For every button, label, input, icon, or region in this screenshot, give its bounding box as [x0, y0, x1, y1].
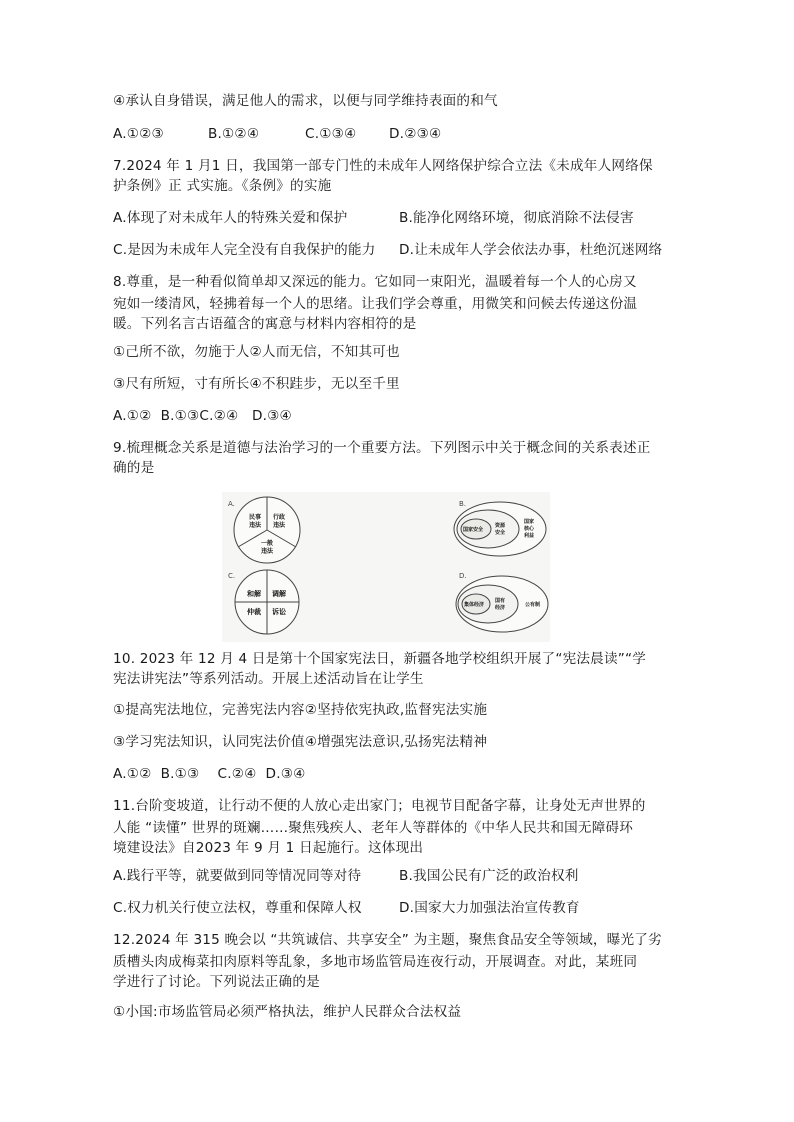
q12-stem-line3: 学进行了讨论。下列说法正确的是 [113, 974, 320, 990]
q11-options-row2 [113, 898, 580, 918]
q7-option-c: C.是因为未成年人完全没有自我保护的能力 [113, 242, 376, 258]
q7-option-a: A.体现了对未成年人的特殊关爱和保护 [113, 210, 348, 226]
q6-option-b: B.①②④ [208, 126, 260, 142]
panel-a-s3: 行政 [273, 514, 286, 521]
q9-stem-line1: 9.梳理概念关系是道德与法治学习的一个重要方法。下列图示中关于概念间的关系表述正 [113, 440, 651, 456]
panel-c-q4: 诉讼 [272, 608, 286, 616]
q6-option-c: C.①③④ [305, 126, 357, 142]
q8-stem-line1: 8.尊重，是一种看似简单却又深远的能力。它如同一束阳光，温暖着每一个人的心房又 [113, 274, 637, 290]
panel-d-outer: 公有制 [525, 602, 541, 608]
q7-options-row2 [113, 240, 662, 260]
panel-a-s6: 违法 [261, 548, 274, 555]
q7-options-row1 [113, 208, 634, 228]
q11-options-row1 [113, 866, 579, 886]
q7-stem-line1: 7.2024 年 1 月1 日，我国第一部专门性的未成年人网络保护综合立法《未成年人网络保 [113, 158, 653, 174]
concept-relation-diagram [222, 492, 550, 642]
q11-option-b: B.我国公民有广泛的政治权利 [399, 868, 579, 884]
q8-options: A.①② B.①③C.②④ D.③④ [113, 408, 292, 424]
panel-a-s1: 民事 [249, 514, 262, 521]
q7-option-d: D.让未成年人学会依法办事，杜绝沉迷网络 [399, 242, 663, 258]
q10-stem-line2: 宪法讲宪法”等系列活动。开展上述活动旨在让学生 [113, 671, 424, 687]
q12-stem-line1: 12.2024 年 315 晚会以 “共筑诚信、共享安全” 为主题，聚焦食品安全等领域，曝光了劣 [113, 932, 662, 948]
panel-d-inner: 集体经济 [464, 602, 485, 608]
panel-b-mid2: 安全 [495, 530, 506, 536]
q6-option-a: A.①②③ [113, 126, 164, 142]
panel-a-letter: A. [228, 500, 235, 508]
q8-stem-line3: 暖。下列名言古语蕴含的寓意与材料内容相符的是 [113, 316, 417, 332]
panel-c-letter: C. [228, 572, 236, 580]
q11-stem-line1: 11.台阶变坡道，让行动不便的人放心走出家门；电视节目配备字幕，让身处无声世界的 [113, 798, 646, 814]
q10-items-line2: ③学习宪法知识，认同宪法价值④增强宪法意识,弘扬宪法精神 [113, 734, 488, 750]
q12-item1: ①小国:市场监管局必须严格执法，维护人民群众合法权益 [113, 1004, 462, 1020]
q7-option-b: B.能净化网络环境，彻底消除不法侵害 [399, 210, 634, 226]
q11-stem-line3: 境建设法》自2023 年 9 月 1 日起施行。这体现出 [113, 840, 424, 856]
panel-b-outer1: 国家 [524, 519, 535, 525]
panel-a-s4: 违法 [273, 522, 286, 529]
panel-a-s2: 违法 [249, 522, 262, 529]
q11-option-c: C.权力机关行使立法权，尊重和保障人权 [113, 900, 362, 916]
panel-c-q2: 调解 [272, 590, 286, 598]
q11-option-d: D.国家大力加强法治宣传教育 [399, 900, 580, 916]
q10-options: A.①② B.①③ C.②④ D.③④ [113, 766, 306, 782]
panel-d-letter: D. [459, 572, 467, 580]
q10-items-line1: ①提高宪法地位，完善宪法内容②坚持依宪执政,监督宪法实施 [113, 702, 488, 718]
q10-stem-line1: 10. 2023 年 12 月 4 日是第十个国家宪法日，新疆各地学校组织开展了“宪法晨读”“学 [113, 651, 647, 667]
panel-d-mid1: 国有 [495, 598, 506, 604]
panel-c-q3: 仲裁 [247, 608, 261, 616]
q7-stem-line2: 护条例》正 式实施。《条例》的实施 [113, 178, 332, 194]
q11-option-a: A.践行平等，就要做到同等情况同等对待 [113, 868, 362, 884]
panel-d-mid2: 经济 [495, 605, 506, 611]
q12-stem-line2: 质槽头肉成梅菜扣肉原料等乱象，多地市场监管局连夜行动，开展调查。对此，某班同 [113, 954, 638, 970]
panel-b-inner: 国家安全 [463, 527, 484, 533]
q9-stem-line2: 确的是 [113, 460, 155, 476]
panel-a-s5: 一般 [261, 540, 274, 547]
q6-option-d: D.②③④ [389, 126, 442, 142]
q6-item4: ④承认自身错误，满足他人的需求，以便与同学维持表面的和气 [113, 93, 498, 109]
q8-stem-line2: 宛如一缕清风，轻拂着每一个人的思绪。让我们学会尊重，用微笑和问候去传递这份温 [113, 296, 638, 312]
panel-c-q1: 和解 [247, 590, 261, 598]
q11-stem-line2: 人能 “读懂” 世界的斑斓……聚焦残疾人、老年人等群体的《中华人民共和国无障碍环 [113, 820, 634, 836]
q6-options [113, 124, 441, 144]
panel-b-letter: B. [459, 500, 467, 508]
panel-b-mid1: 资源 [495, 523, 506, 529]
panel-b-outer3: 利益 [524, 533, 535, 539]
panel-b-outer2: 核心 [524, 526, 535, 532]
q8-items-line2: ③尺有所短，寸有所长④不积跬步，无以至千里 [113, 376, 400, 392]
q8-items-line1: ①己所不欲，勿施于人②人而无信，不知其可也 [113, 344, 400, 360]
